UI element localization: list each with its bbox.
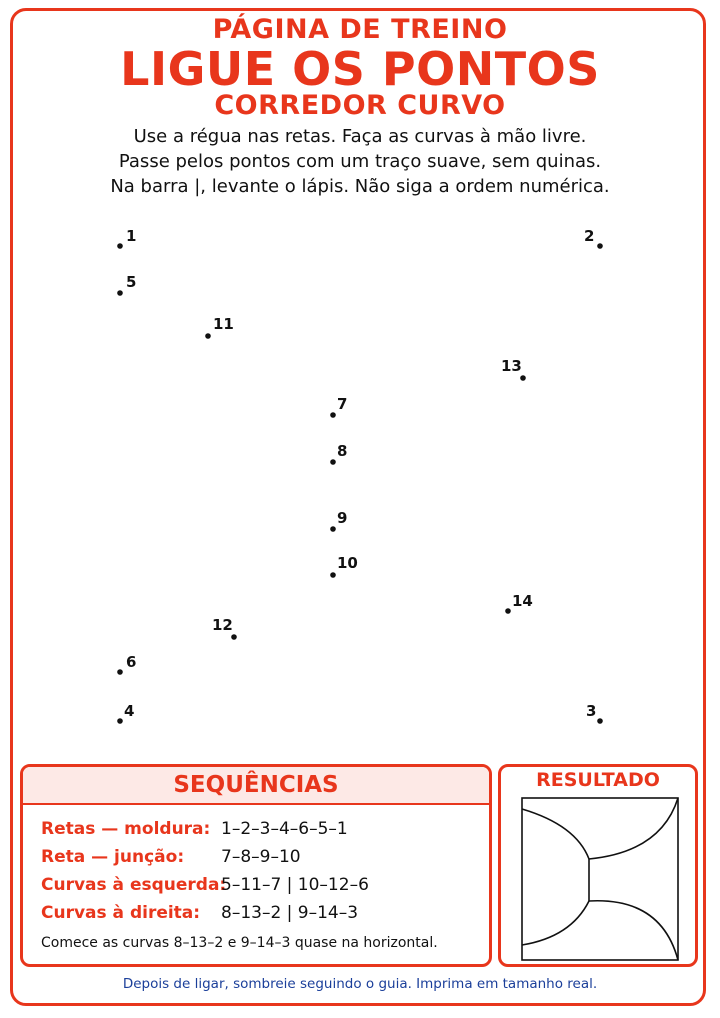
result-curve-upper-right xyxy=(589,798,678,859)
dot-11 xyxy=(205,333,211,339)
dot-label-12: 12 xyxy=(212,616,233,634)
dot-label-1: 1 xyxy=(126,227,137,245)
result-curve-lower-right xyxy=(589,901,678,960)
dot-13 xyxy=(520,375,526,381)
sequences-panel xyxy=(20,764,492,967)
result-curve-upper-left xyxy=(522,809,589,859)
dot-label-2: 2 xyxy=(584,227,595,245)
dot-8 xyxy=(330,459,336,465)
sequence-label: Reta — junção: xyxy=(41,847,185,867)
sequences-title: SEQUÊNCIAS xyxy=(23,767,489,805)
result-frame xyxy=(522,798,678,960)
footer-note: Depois de ligar, sombreie seguindo o guia. Imprima em tamanho real. xyxy=(122,976,598,992)
dot-label-7: 7 xyxy=(337,395,348,413)
dot-5 xyxy=(117,290,123,296)
dot-label-14: 14 xyxy=(512,592,533,610)
dot-2 xyxy=(597,243,603,249)
dot-label-13: 13 xyxy=(501,357,522,375)
sequence-label: Retas — moldura: xyxy=(41,819,211,839)
result-curve-lower-left xyxy=(522,901,589,945)
dot-10 xyxy=(330,572,336,578)
dot-4 xyxy=(117,718,123,724)
sequence-row xyxy=(41,815,348,843)
sequence-value: 5–11–7 | 10–12–6 xyxy=(221,875,369,895)
dot-label-5: 5 xyxy=(126,273,137,291)
sequence-value: 8–13–2 | 9–14–3 xyxy=(221,903,359,923)
dot-1 xyxy=(117,243,123,249)
dot-label-6: 6 xyxy=(126,653,137,671)
dot-14 xyxy=(505,608,511,614)
result-title: RESULTADO xyxy=(536,769,660,791)
result-panel xyxy=(498,764,698,967)
instruction-line: Use a régua nas retas. Faça as curvas à mão livre. xyxy=(133,126,587,147)
page-kicker: PÁGINA DE TREINO xyxy=(212,14,508,45)
dot-label-3: 3 xyxy=(586,702,597,720)
dot-label-10: 10 xyxy=(337,554,358,572)
sequence-value: 7–8–9–10 xyxy=(221,847,301,867)
dot-label-9: 9 xyxy=(337,509,348,527)
sequence-label: Curvas à direita: xyxy=(41,903,201,923)
dot-7 xyxy=(330,412,336,418)
dot-label-4: 4 xyxy=(124,702,135,720)
dot-12 xyxy=(231,634,237,640)
dot-6 xyxy=(117,669,123,675)
sequence-label: Curvas à esquerda: xyxy=(41,875,227,895)
page-subtitle: CORREDOR CURVO xyxy=(214,90,506,121)
instruction-line: Na barra |, levante o lápis. Não siga a ordem numérica. xyxy=(110,176,610,197)
dot-3 xyxy=(597,718,603,724)
dot-label-11: 11 xyxy=(213,315,234,333)
sequence-row xyxy=(41,843,301,871)
dot-label-8: 8 xyxy=(337,442,348,460)
sequence-row xyxy=(41,899,359,927)
instruction-line: Passe pelos pontos com um traço suave, sem quinas. xyxy=(118,151,602,172)
sequence-value: 1–2–3–4–6–5–1 xyxy=(221,819,348,839)
sequence-row xyxy=(41,871,369,899)
result-figure xyxy=(521,797,679,961)
dot-9 xyxy=(330,526,336,532)
page-title: LIGUE OS PONTOS xyxy=(120,42,600,96)
sequences-note: Comece as curvas 8–13–2 e 9–14–3 quase na horizontal. xyxy=(41,935,438,951)
